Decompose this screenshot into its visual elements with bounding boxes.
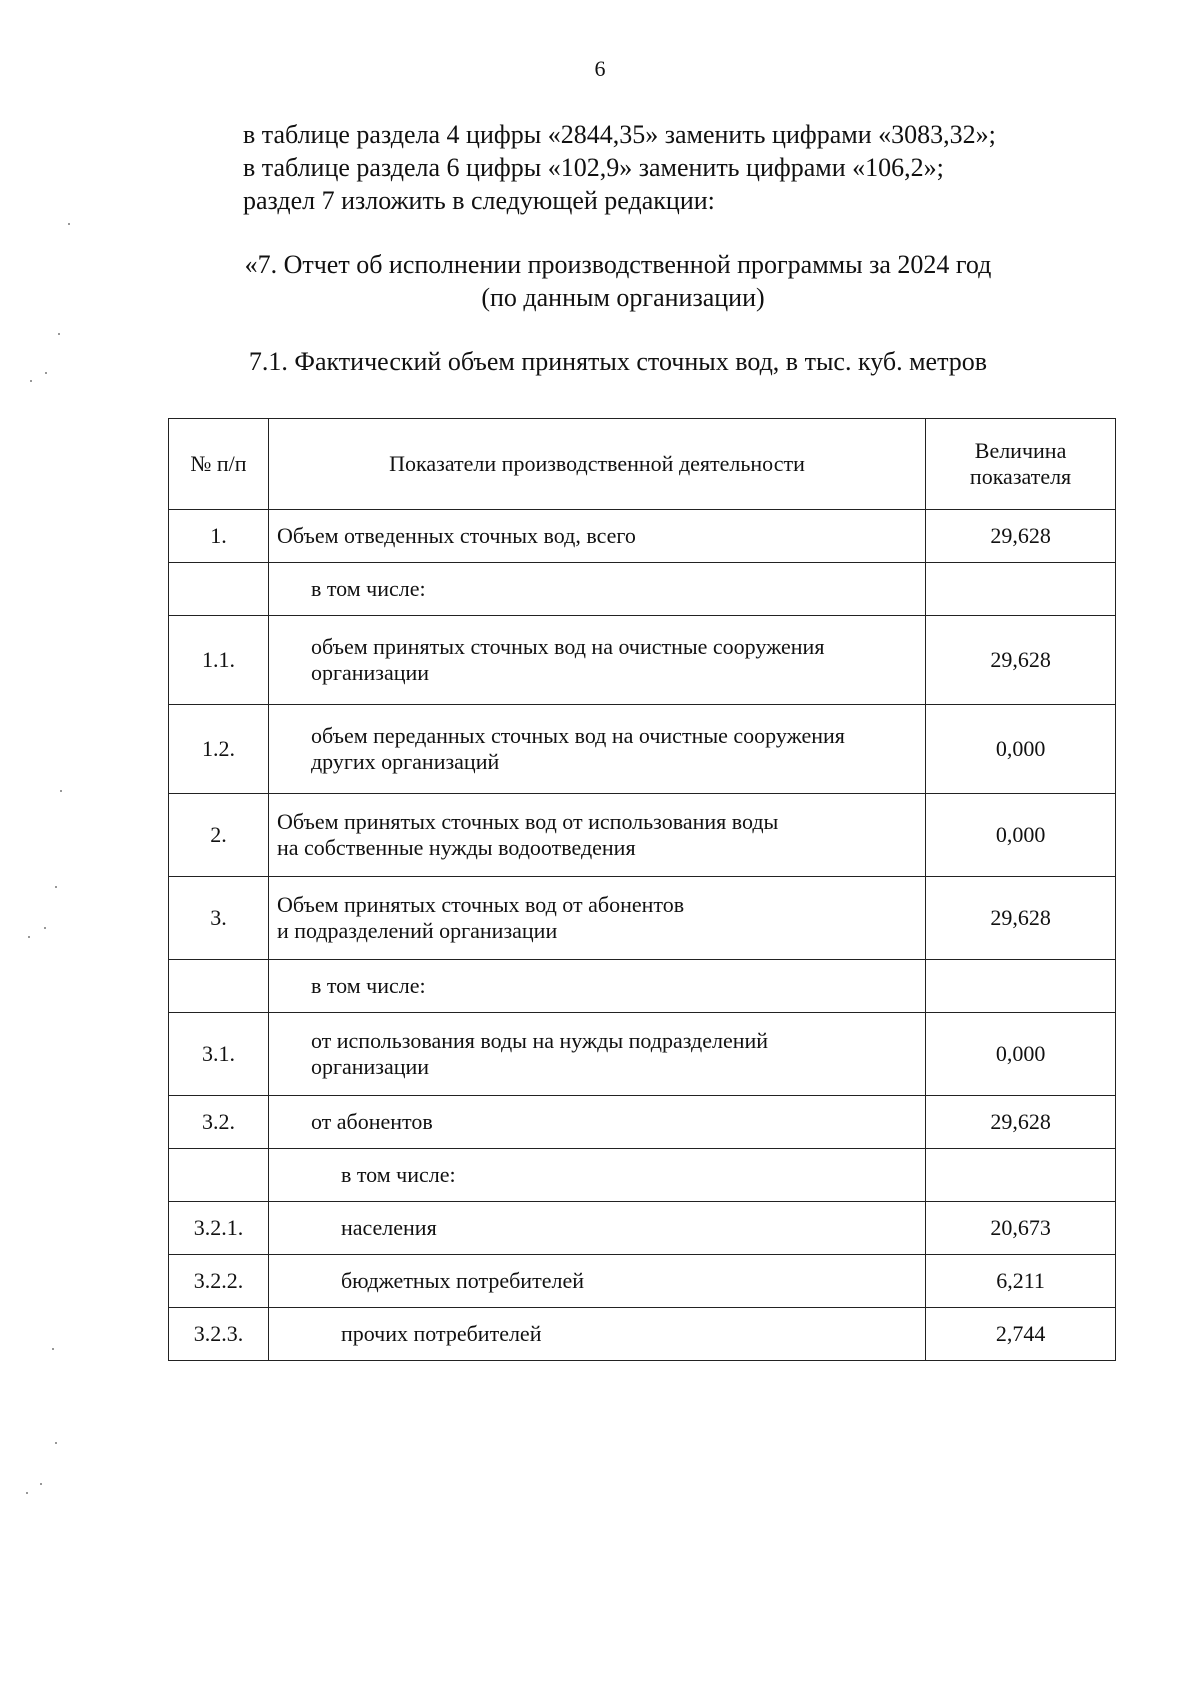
row-indicator-line: от использования воды на нужды подразделений [310,1028,769,1053]
row-indicator-line: в том числе: [310,973,426,998]
table-row [169,1202,1116,1255]
row-indicator-line: и подразделений организации [276,918,558,943]
scan-speck [60,790,62,792]
row-indicator [268,1096,925,1149]
row-number: 3.2.2. [169,1255,269,1308]
table-row [169,1308,1116,1361]
row-number: 1. [169,510,269,563]
section-title [0,248,1200,314]
scan-speck [28,936,30,938]
scan-speck [26,1492,28,1494]
row-indicator [268,510,925,563]
table-row [169,1149,1116,1202]
section-title-line-2: (по данным организации) [481,283,765,312]
subsection-title: 7.1. Фактический объем принятых сточных вод, в тыс. куб. метров [248,347,988,376]
header-num: № п/п [169,419,269,510]
row-indicator-line: объем принятых сточных вод на очистные сооружения [310,634,825,659]
row-indicator [268,705,925,794]
row-indicator [268,1308,925,1361]
row-value [926,960,1116,1013]
row-indicator-line: других организаций [310,749,500,774]
row-indicator-line: от абонентов [310,1109,433,1134]
row-value: 2,744 [926,1308,1116,1361]
scan-speck [68,223,70,225]
header-value [926,419,1116,510]
row-value: 29,628 [926,877,1116,960]
row-indicator [268,1202,925,1255]
row-indicator [268,1013,925,1096]
row-value [926,563,1116,616]
row-value: 29,628 [926,616,1116,705]
scan-speck [55,1442,57,1444]
row-indicator [268,1149,925,1202]
row-indicator [268,563,925,616]
header-value-line-2: показателя [969,464,1072,489]
row-indicator [268,960,925,1013]
row-indicator-line: бюджетных потребителей [340,1268,584,1293]
row-value: 29,628 [926,510,1116,563]
header-value-line-1: Величина [974,438,1067,463]
row-indicator-line: Объем принятых сточных вод от использования воды [276,809,779,834]
row-indicator-line: в том числе: [340,1162,456,1187]
row-number [169,960,269,1013]
scan-speck [52,1348,54,1350]
row-number: 2. [169,794,269,877]
row-indicator [268,877,925,960]
row-number [169,1149,269,1202]
row-indicator-line: объем переданных сточных вод на очистные сооружения [310,723,845,748]
row-indicator-line: в том числе: [310,576,426,601]
scan-speck [30,380,32,382]
page-number: 6 [594,56,606,81]
row-value: 6,211 [926,1255,1116,1308]
scan-speck [55,886,57,888]
table-row [169,1096,1116,1149]
row-value: 29,628 [926,1096,1116,1149]
amendment-line-2: в таблице раздела 6 цифры «102,9» заменить цифрами «106,2»; [243,153,944,182]
row-value: 0,000 [926,1013,1116,1096]
amendment-line-1: в таблице раздела 4 цифры «2844,35» заменить цифрами «3083,32»; [243,120,996,149]
row-value: 0,000 [926,794,1116,877]
table-row [169,616,1116,705]
table-row [169,877,1116,960]
row-indicator [268,794,925,877]
section-title-line-1: «7. Отчет об исполнении производственной программы за 2024 год [244,250,992,279]
scan-speck [40,1483,42,1485]
amendment-line-3: раздел 7 изложить в следующей редакции: [243,186,715,215]
row-indicator-line: на собственные нужды водоотведения [276,835,636,860]
row-indicator-line: населения [340,1215,437,1240]
row-value [926,1149,1116,1202]
header-indicator: Показатели производственной деятельности [268,419,925,510]
row-value: 0,000 [926,705,1116,794]
row-indicator [268,616,925,705]
table-row [169,794,1116,877]
row-indicator [268,1255,925,1308]
scan-speck [58,333,60,335]
row-number [169,563,269,616]
row-indicator-line: Объем принятых сточных вод от абонентов [276,892,685,917]
row-number: 3. [169,877,269,960]
row-number: 3.1. [169,1013,269,1096]
row-indicator-line: организации [310,1054,430,1079]
scan-speck [44,927,46,929]
table-row [169,1013,1116,1096]
table-row [169,510,1116,563]
report-table [168,418,1116,1361]
scan-speck [45,372,47,374]
table-row [169,960,1116,1013]
row-number: 1.1. [169,616,269,705]
row-value: 20,673 [926,1202,1116,1255]
row-indicator-line: прочих потребителей [340,1321,542,1346]
table-body [169,510,1116,1361]
row-number: 3.2.3. [169,1308,269,1361]
table-row [169,705,1116,794]
row-number: 3.2.1. [169,1202,269,1255]
amendment-text [243,118,1143,217]
row-indicator-line: организации [310,660,430,685]
table-row [169,1255,1116,1308]
table-row [169,563,1116,616]
row-indicator-line: Объем отведенных сточных вод, всего [276,523,636,548]
row-number: 3.2. [169,1096,269,1149]
row-number: 1.2. [169,705,269,794]
table-header-row [169,419,1116,510]
